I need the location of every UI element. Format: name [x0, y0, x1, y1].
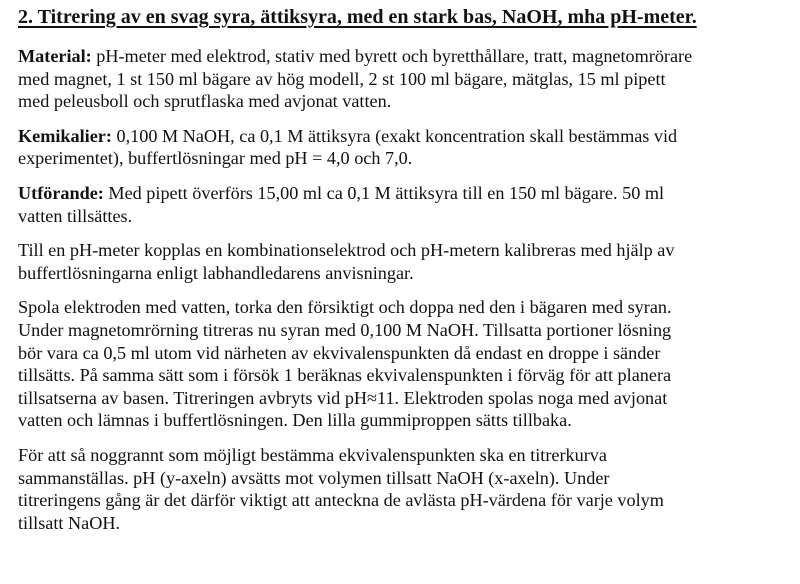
calibration-line-2: buffertlösningarna enligt labhandledarens anvisningar.: [18, 262, 414, 283]
paragraph-line: [18, 182, 800, 205]
titration-paragraph: [18, 296, 800, 432]
curve-paragraph: [18, 444, 800, 534]
procedure-line-1: Med pipett överförs 15,00 ml ca 0,1 M ättiksyra till en 150 ml bägare. 50 ml: [103, 182, 665, 203]
document-page: [18, 4, 800, 546]
chemicals-line-2: experimentet), buffertlösningar med pH = 4,0 och 7,0.: [18, 148, 413, 169]
curve-line-4: tillsatt NaOH.: [18, 512, 121, 533]
titration-line-2: Under magnetomrörning titreras nu syran med 0,100 M NaOH. Tillsatta portioner lösning: [18, 319, 672, 340]
titration-line-6: vatten och lämnas i buffertlösningen. Den lilla gummiproppen sätts tillbaka.: [18, 410, 572, 431]
chemicals-line-1: 0,100 M NaOH, ca 0,1 M ättiksyra (exakt koncentration skall bestämmas vid: [111, 125, 678, 146]
titration-line-3: bör vara ca 0,5 ml utom vid närheten av ekvivalenspunkten då endast en droppe i sänder: [18, 342, 661, 363]
chemicals-label: Kemikalier:: [18, 125, 112, 146]
curve-line-2: sammanställas. pH (y-axeln) avsätts mot volymen tillsatt NaOH (x-axeln). Under: [18, 467, 610, 488]
paragraph-line: [18, 45, 800, 68]
calibration-paragraph: [18, 239, 800, 284]
chemicals-paragraph: [18, 125, 800, 170]
material-label: Material:: [18, 46, 92, 66]
curve-line-1: För att så noggrannt som möjligt bestämma ekvivalenspunkten ska en titrerkurva: [18, 444, 607, 465]
curve-line-3: titreringens gång är det därför viktigt att anteckna de avlästa pH-värdena för varje volym: [18, 490, 664, 511]
material-line-3: med peleusboll och sprutflaska med avjonat vatten.: [18, 91, 392, 112]
procedure-paragraph: [18, 182, 800, 227]
procedure-line-2: vatten tillsättes.: [18, 205, 133, 226]
material-line-1: pH-meter med elektrod, stativ med byrett och byretthållare, tratt, magnetomrörare: [91, 46, 693, 66]
material-line-2: med magnet, 1 st 150 ml bägare av hög modell, 2 st 100 ml bägare, mätglas, 15 ml pipett: [18, 68, 666, 89]
procedure-label: Utförande:: [18, 182, 104, 203]
paragraph-line: [18, 125, 800, 148]
titration-line-5: tillsatserna av basen. Titreringen avbryts vid pH≈11. Elektroden spolas noga med avjonat: [18, 387, 668, 408]
calibration-line-1: Till en pH-meter kopplas en kombinationselektrod och pH-metern kalibreras med hjälp av: [18, 240, 675, 261]
material-paragraph: [18, 45, 800, 113]
titration-line-1: Spola elektroden med vatten, torka den försiktigt och doppa ned den i bägaren med syran.: [18, 297, 672, 318]
titration-line-4: tillsätts. På samma sätt som i försök 1 beräknas ekvivalenspunkten i förväg för att planera: [18, 365, 672, 386]
section-heading: 2. Titrering av en svag syra, ättiksyra, med en stark bas, NaOH, mha pH-meter.: [18, 6, 697, 28]
